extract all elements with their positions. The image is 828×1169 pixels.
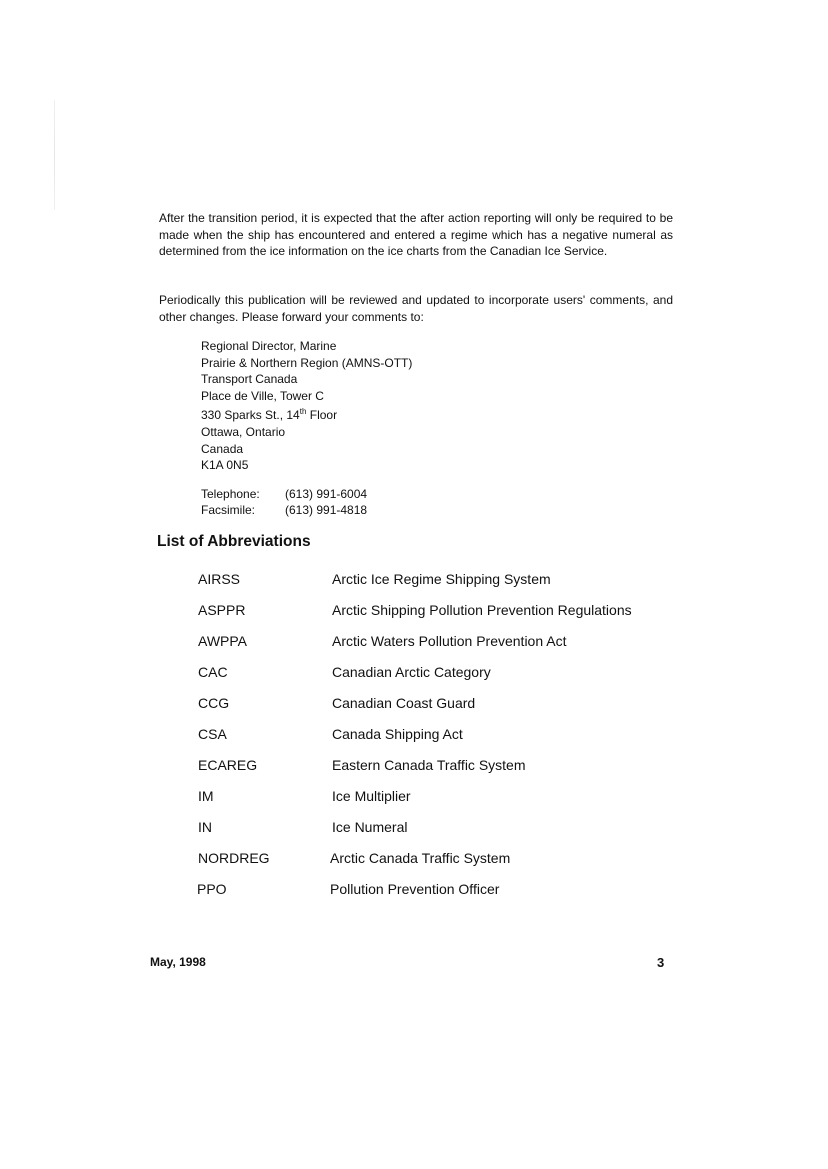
address-line: Ottawa, Ontario <box>201 424 286 439</box>
contact-info <box>201 486 367 518</box>
abbreviation-term: IM <box>198 788 214 804</box>
abbreviation-row <box>198 850 678 870</box>
mailing-address <box>201 338 412 474</box>
telephone-row <box>201 486 367 502</box>
abbreviation-term: CCG <box>198 695 230 711</box>
abbreviation-row <box>198 571 678 591</box>
abbreviation-term: ECAREG <box>198 757 258 773</box>
abbreviations-heading: List of Abbreviations <box>157 533 311 550</box>
paragraph-transition: After the transition period, it is expected that the after action reporting will only be required to be made when the ship has encountered and entered a regime which has a negative numeral as determined from the ice information on the ice charts from the Canadian Ice Service. <box>159 211 673 259</box>
facsimile-number: (613) 991-4818 <box>285 503 368 517</box>
address-line: Canada <box>201 441 244 456</box>
facsimile-row <box>201 502 367 518</box>
abbreviation-term: AWPPA <box>198 633 248 649</box>
abbreviation-definition: Canada Shipping Act <box>332 726 463 742</box>
page-number: 3 <box>657 955 665 970</box>
abbreviation-definition: Arctic Waters Pollution Prevention Act <box>332 633 567 649</box>
address-line: Place de Ville, Tower C <box>201 388 324 403</box>
abbreviation-definition: Arctic Shipping Pollution Prevention Regulations <box>332 602 632 618</box>
abbreviation-definition: Ice Multiplier <box>332 788 411 804</box>
abbreviation-definition: Arctic Canada Traffic System <box>330 850 511 866</box>
ordinal-suffix: th <box>299 407 307 417</box>
abbreviation-term: CAC <box>198 664 228 680</box>
abbreviation-definition: Eastern Canada Traffic System <box>332 757 526 773</box>
abbreviation-term: CSA <box>198 726 227 742</box>
abbreviation-row <box>198 788 678 808</box>
abbreviation-term: NORDREG <box>198 850 270 866</box>
abbreviation-row <box>198 757 678 777</box>
abbreviation-row <box>198 602 678 622</box>
abbreviation-definition: Canadian Arctic Category <box>332 664 491 680</box>
abbreviation-row <box>198 819 678 839</box>
abbreviation-term: ASPPR <box>198 602 246 618</box>
floor-text: Floor <box>306 408 338 423</box>
footer-date: May, 1998 <box>150 955 206 969</box>
abbreviation-term: IN <box>198 819 212 835</box>
street-text: 330 Sparks St., 14 <box>201 408 300 423</box>
abbreviation-row <box>198 726 678 746</box>
telephone-number: (613) 991-6004 <box>285 487 368 501</box>
abbreviation-term: PPO <box>197 881 227 897</box>
scan-artifact <box>54 100 55 210</box>
abbreviation-row <box>198 664 678 684</box>
abbreviation-definition: Canadian Coast Guard <box>332 695 476 711</box>
abbreviation-definition: Pollution Prevention Officer <box>330 881 500 897</box>
abbreviation-row <box>198 633 678 653</box>
address-line: Regional Director, Marine <box>201 339 337 353</box>
facsimile-label: Facsimile: <box>201 503 256 517</box>
address-line: K1A 0N5 <box>201 458 249 473</box>
telephone-label: Telephone: <box>201 487 260 501</box>
abbreviation-row <box>197 881 677 901</box>
address-line: Transport Canada <box>201 372 298 387</box>
address-line: Prairie & Northern Region (AMNS-OTT) <box>201 355 413 370</box>
abbreviation-definition: Ice Numeral <box>332 819 408 835</box>
paragraph-review: Periodically this publication will be reviewed and updated to incorporate users' comments, and other changes. Please forward your comments to: <box>159 293 673 324</box>
abbreviation-definition: Arctic Ice Regime Shipping System <box>332 571 551 587</box>
abbreviation-term: AIRSS <box>198 571 241 587</box>
abbreviation-row <box>198 695 678 715</box>
address-line-street <box>201 404 412 424</box>
